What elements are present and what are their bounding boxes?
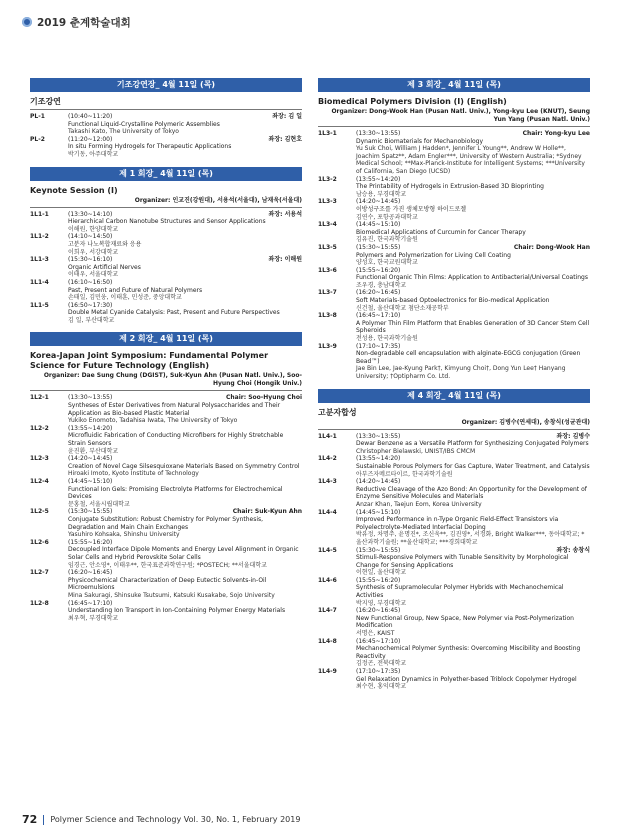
talk-code: 1L2-2 <box>30 424 49 432</box>
talk-body <box>68 455 302 478</box>
talk-title: 고분자 나노복합재료와 응용 <box>68 240 142 248</box>
talk-time-line <box>356 221 590 229</box>
talk-body <box>356 607 590 637</box>
talk-code: 1L2-4 <box>30 478 49 485</box>
session-header: 제 2 회장_ 4월 11일 (목) <box>30 332 302 346</box>
talk-entry <box>318 509 590 547</box>
talk-time-line <box>68 569 302 577</box>
talk-title: Synthesis of Supramolecular Polymer Hybrids with Mechanochemical Activities <box>356 584 564 600</box>
talk-time-line <box>356 607 590 615</box>
talk-body <box>68 113 302 136</box>
talk-code: 1L1-1 <box>30 210 49 218</box>
talk-title: The Printability of Hydrogels in Extrusion-Based 3D Bioprinting <box>356 183 544 191</box>
talk-authors: Takashi Kato, The University of Tokyo <box>68 128 179 136</box>
talk-authors: Yukiko Enomoto, Tadahisa Iwata, The University of Tokyo <box>68 417 238 425</box>
talk-title: Functional Ion Gels: Promising Electrolyte Platforms for Electrochemical Devices <box>68 485 283 501</box>
talk-time: (16:45~17:10) <box>356 312 401 320</box>
session-block <box>30 78 302 159</box>
talk-authors: Yasuhiro Kohsaka, Shinshu University <box>68 531 180 539</box>
talk-title: Stimuli-Responsive Polymers with Tunable Sensitivity by Morphological Change for Sensing Applications <box>356 554 569 569</box>
talk-authors: Hiroaki Imoto, Kyoto Institute of Technology <box>68 470 199 478</box>
talk-title: Gel Relaxation Dynamics in Polyether-based Triblock Copolymer Hydrogel <box>356 675 577 683</box>
talk-authors: 손태일, 김민웅, 이태훈, 민성준, 중앙대학교 <box>68 294 182 302</box>
talk-time: (16:10~16:50) <box>68 278 113 286</box>
talk-entry <box>318 244 590 267</box>
session-title: Biomedical Polymers Division (I) (English) <box>318 97 507 106</box>
talk-time-line <box>68 302 302 310</box>
talk-code: 1L2-8 <box>30 599 49 607</box>
talk-body <box>68 302 302 325</box>
talk-time-line <box>68 211 302 219</box>
talk-time-line <box>68 279 302 287</box>
talk-time: (10:40~11:20) <box>68 113 113 120</box>
talk-code: 1L1-3 <box>30 256 49 264</box>
talk-entry <box>318 577 590 607</box>
talk-time-line <box>68 478 302 486</box>
talk-time-line <box>68 425 302 433</box>
talk-entry <box>318 455 590 478</box>
talk-authors: 남승용, 부경대학교 <box>356 190 407 198</box>
talk-authors: Christopher Bielawski, UNIST/IBS CMCM <box>356 447 476 455</box>
talk-time-line <box>68 508 302 516</box>
talk-time-line <box>68 600 302 608</box>
talk-time-line <box>68 394 302 402</box>
section-rule <box>318 126 590 127</box>
talk-body <box>68 136 302 159</box>
talk-body <box>68 569 302 599</box>
talk-title: Microfluidic Fabrication of Conducting Microfibers for Highly Stretchable Strain Sensors <box>68 432 284 448</box>
session-organizer: Organizer: 김병수(연세대), 송창식(성균관대) <box>461 418 590 426</box>
talk-code: 1L4-4 <box>318 508 337 516</box>
talk-entry <box>30 256 302 279</box>
talk-body <box>356 312 590 342</box>
talk-authors: 이현일, 울산대학교 <box>356 569 407 577</box>
talk-time: (16:20~16:45) <box>356 607 401 615</box>
talk-title: Decoupled Interface Dipole Moments and Energy Level Alignment in Organic Solar Cells and Hybrid Perovskite Solar Cells <box>68 546 299 561</box>
talk-code: 1L3-1 <box>318 130 337 137</box>
talk-title: Organic Artificial Nerves <box>68 263 141 271</box>
talk-code: 1L3-7 <box>318 289 337 297</box>
talk-title: 이방성구조를 가진 생체모방형 하이드로젤 <box>356 205 467 213</box>
talk-time: (14:45~15:10) <box>356 221 401 229</box>
talk-time-line <box>356 267 590 275</box>
talk-authors: 서명은, KAIST <box>356 630 395 638</box>
talk-body <box>68 211 302 234</box>
talk-authors: 이희우, 서강대학교 <box>68 248 119 256</box>
talk-title: Functional Organic Thin Films: Application to Antibacterial/Universal Coatings <box>356 274 588 282</box>
talk-title: Soft Materials-based Optoelectronics for Bio-medical Application <box>356 297 550 305</box>
talk-body <box>356 289 590 312</box>
talk-authors: 이해원, 한양대학교 <box>68 225 119 233</box>
talk-code: 1L4-1 <box>318 432 337 440</box>
session-organizer: Organizer: Dong-Wook Han (Pusan Natl. Univ.), Yong-kyu Lee (KNUT), Seung Yun Yang (Pusan Natl. Univ.) <box>331 108 590 123</box>
talk-time-line <box>356 478 590 486</box>
talk-code: 1L2-1 <box>30 394 49 402</box>
footer-divider <box>43 815 44 825</box>
talk-code: 1L4-9 <box>318 668 337 675</box>
left-column <box>30 78 302 630</box>
talk-entry <box>30 539 302 569</box>
talk-authors: 최우혁, 부경대학교 <box>68 614 119 622</box>
talk-title: Hierarchical Carbon Nanotube Structures and Sensor Applications <box>68 218 266 226</box>
talk-time: (13:30~13:55) <box>68 394 113 402</box>
talk-body <box>68 394 302 424</box>
talk-entry <box>30 425 302 455</box>
talk-body <box>68 425 302 455</box>
talk-entry <box>318 130 590 176</box>
talk-authors: 아부즈자메르타이르, 한국과학기술원 <box>356 470 453 478</box>
talk-code: 1L3-8 <box>318 312 337 320</box>
talk-time-line <box>356 668 590 676</box>
talk-body <box>68 256 302 279</box>
talk-time: (13:55~14:20) <box>356 175 401 183</box>
talk-entry <box>30 302 302 325</box>
talk-title: Creation of Novel Cage Silsesquioxane Materials Based on Symmetry Control <box>68 462 300 470</box>
talk-time: (15:55~16:20) <box>356 266 401 274</box>
talk-entry <box>30 113 302 136</box>
talk-chair: 좌장: 서용석 <box>268 210 302 218</box>
talk-time: (16:50~17:30) <box>68 301 113 309</box>
talk-time-line <box>356 130 590 138</box>
journal-info: Polymer Science and Technology Vol. 30, No. 1, February 2019 <box>50 815 301 824</box>
talk-authors: Jae Bin Lee, Jae-Kyung Park†, Kimyung Choi†, Dong Yun Lee† Hanyang University; †Optipharm Co. Ltd. <box>356 365 566 380</box>
talk-time: (14:20~14:45) <box>356 198 401 206</box>
talk-body <box>356 478 590 508</box>
talk-entry <box>318 668 590 691</box>
talk-body <box>356 455 590 478</box>
talk-time: (16:20~16:45) <box>68 569 113 577</box>
talk-time: (14:45~15:10) <box>68 478 113 485</box>
talk-code: 1L1-4 <box>30 278 49 286</box>
page-number: 72 <box>22 813 38 826</box>
talk-time-line <box>68 136 302 144</box>
talk-time-line <box>356 289 590 297</box>
talk-authors: 김연수, 포항공과대학교 <box>356 213 418 221</box>
talk-time: (13:55~14:20) <box>356 455 401 463</box>
talk-code: 1L2-5 <box>30 508 49 516</box>
talk-title: Physicochemical Characterization of Deep Eutectic Solvents-in-Oil Microemulsions <box>68 576 267 592</box>
talk-entry <box>30 233 302 256</box>
talk-time: (16:20~16:45) <box>356 289 401 297</box>
talk-body <box>68 233 302 256</box>
talk-entry <box>30 478 302 508</box>
talk-time-line <box>356 509 590 517</box>
page-footer <box>22 813 300 826</box>
talk-title: Conjugate Substitution: Robust Chemistry for Polymer Synthesis, Degradation and Main Chain Exchanges <box>68 515 264 531</box>
talk-title: Sustainable Porous Polymers for Gas Capture, Water Treatment, and Catalysis <box>356 462 590 470</box>
talk-time: (13:30~14:10) <box>68 210 113 218</box>
session-organizer: Organizer: Dae Sung Chung (DGIST), Suk-Kyun Ahn (Pusan Natl. Univ.), Soo-Hyung Choi (Hongik Univ.) <box>43 372 302 388</box>
talk-time: (15:30~16:10) <box>68 256 113 264</box>
session-header: 제 3 회장_ 4월 11일 (목) <box>318 78 590 92</box>
talk-body <box>356 509 590 547</box>
talk-code: 1L4-8 <box>318 637 337 645</box>
talk-body <box>356 547 590 577</box>
session-organizer: Organizer: 인교진(강원대), 서용석(서울대), 남재욱(서울대) <box>134 196 302 204</box>
talk-time: (15:30~15:55) <box>68 508 113 516</box>
session-title: Korea-Japan Joint Symposium: Fundamental Polymer Science for Future Technology (English) <box>30 351 269 371</box>
talk-body <box>356 343 590 381</box>
talk-title: Understanding Ion Transport in Ion-Containing Polymer Energy Materials <box>68 607 286 615</box>
talk-time: (15:30~15:55) <box>356 243 401 251</box>
talk-authors: 김유진, 한국과학기술원 <box>356 236 418 244</box>
talk-time-line <box>356 176 590 184</box>
talk-time: (13:30~13:55) <box>356 130 401 137</box>
talk-title: A Polymer Thin Film Platform that Enables Generation of 3D Cancer Stem Cell Spheroids <box>356 319 590 335</box>
talk-authors: 양성호, 한국교원대학교 <box>356 259 418 267</box>
talk-entry <box>318 176 590 199</box>
talk-title: Reductive Cleavage of the Azo Bond: An Opportunity for the Development of Enzyme Sensitive Molecules and Materials <box>356 485 587 501</box>
talk-body <box>356 433 590 456</box>
talk-time-line <box>356 577 590 585</box>
talk-body <box>68 600 302 623</box>
talk-entry <box>30 136 302 159</box>
talk-title: Biomedical Applications of Curcumin for Cancer Therapy <box>356 228 526 236</box>
talk-entry <box>318 478 590 508</box>
talk-time: (15:30~15:55) <box>356 546 401 554</box>
session-header: 제 1 회장_ 4월 11일 (목) <box>30 167 302 181</box>
section-rule <box>30 207 302 208</box>
talk-time-line <box>68 256 302 264</box>
talk-entry <box>318 289 590 312</box>
talk-authors: 전성용, 한국과학기술원 <box>356 335 418 343</box>
talk-code: 1L4-3 <box>318 478 337 486</box>
talk-time-line <box>356 198 590 206</box>
talk-authors: 박유정, 차명주, 윤명진*, 조신욱**, 김진영*, 서정화, Bright Walker***, 동아대학교; *울산과학기술원; **울산대학교; ***경희대학교 <box>356 531 585 546</box>
talk-body <box>356 130 590 176</box>
talk-code: 1L1-2 <box>30 233 49 241</box>
talk-authors: 윤진환, 부산대학교 <box>68 447 119 455</box>
talk-code: 1L4-2 <box>318 455 337 463</box>
talk-title: In situ Forming Hydrogels for Therapeutic Applications <box>68 143 232 151</box>
talk-entry <box>318 547 590 577</box>
talk-chair: 좌장: 송창식 <box>556 546 590 554</box>
talk-authors: 박지영, 부경대학교 <box>356 599 407 607</box>
talk-code: 1L4-5 <box>318 546 337 554</box>
talk-authors: 조우경, 충남대학교 <box>356 281 407 289</box>
talk-entry <box>30 600 302 623</box>
talk-entry <box>30 569 302 599</box>
talk-title: Double Metal Cyanide Catalysis: Past, Present and Future Perspectives <box>68 309 280 317</box>
talk-code: 1L3-3 <box>318 198 337 206</box>
talk-code: 1L3-9 <box>318 342 337 350</box>
talk-time: (13:55~14:20) <box>68 424 113 432</box>
talk-time-line <box>356 312 590 320</box>
talk-body <box>68 508 302 538</box>
talk-time-line <box>356 343 590 351</box>
session-header: 기조강연장_ 4월 11일 (목) <box>30 78 302 92</box>
talk-time: (14:20~14:45) <box>356 478 401 486</box>
talk-authors: 이태우, 서울대학교 <box>68 271 119 279</box>
right-column <box>318 78 590 699</box>
talk-entry <box>318 638 590 668</box>
talk-entry <box>30 279 302 302</box>
talk-chair: Chair: Yong-kyu Lee <box>522 130 590 137</box>
talk-time: (14:20~14:45) <box>68 455 113 463</box>
session-block <box>318 389 590 691</box>
session-block <box>30 167 302 325</box>
talk-authors: Anzar Khan, Taejun Eom, Korea University <box>356 500 482 508</box>
talk-authors: 신건철, 울산대학교 첨단소재공학부 <box>356 304 449 312</box>
talk-chair: 좌장: 이해원 <box>268 256 302 264</box>
talk-entry <box>30 455 302 478</box>
talk-body <box>356 638 590 668</box>
talk-chair: 좌장: 김병수 <box>556 432 590 440</box>
section-rule <box>30 109 302 110</box>
talk-authors: 박기동, 아주대학교 <box>68 150 119 158</box>
talk-time-line <box>68 539 302 547</box>
talk-entry <box>318 267 590 290</box>
talk-code: 1L3-6 <box>318 266 337 274</box>
talk-entry <box>318 607 590 637</box>
talk-body <box>356 668 590 691</box>
talk-time: (13:30~13:55) <box>356 432 401 440</box>
talk-code: 1L1-5 <box>30 301 49 309</box>
talk-title: Non-degradable cell encapsulation with alginate-EGCG conjugation (Green Bead™) <box>356 350 581 365</box>
talk-entry <box>318 433 590 456</box>
session-header: 제 4 회장_ 4월 11일 (목) <box>318 389 590 403</box>
talk-time: (17:10~17:35) <box>356 342 401 350</box>
page-header <box>22 14 131 30</box>
talk-entry <box>30 211 302 234</box>
section-rule <box>318 429 590 430</box>
talk-title: Syntheses of Ester Derivatives from Natural Polysaccharides and Their Application as Bio-based Plastic Material <box>68 402 281 417</box>
talk-time-line <box>68 113 302 121</box>
talk-entry <box>318 221 590 244</box>
session-block <box>30 332 302 622</box>
talk-authors: Yu Suk Choi, William J Hadden*, Jennifer L Young**, Andrew W Holle**, Joachim Spatz**, Adam Engler***, University of Western Australia; *Sydney Medical School; **Max-Planck-Institute for Intelligent Systems; ***University of California, San Diego (UCSD) <box>356 145 585 175</box>
talk-code: 1L2-7 <box>30 569 49 577</box>
talk-title: New Functional Group, New Space, New Polymer via Post-Polymerization Modification <box>356 614 574 630</box>
talk-chair: 좌장: 김 일 <box>272 113 302 120</box>
talk-time: (14:10~14:50) <box>68 233 113 241</box>
talk-time-line <box>356 638 590 646</box>
talk-body <box>68 279 302 302</box>
talk-body <box>356 244 590 267</box>
talk-time-line <box>356 244 590 252</box>
talk-authors: Mina Sakuragi, Shinsuke Tsutsumi, Katsuki Kusakabe, Sojo University <box>68 591 275 599</box>
talk-title: Past, Present and Future of Natural Polymers <box>68 286 203 294</box>
talk-body <box>68 539 302 569</box>
talk-chair: Chair: Dong-Wook Han <box>513 243 590 251</box>
talk-time-line <box>356 455 590 463</box>
talk-body <box>356 198 590 221</box>
talk-time: (16:45~17:10) <box>356 637 401 645</box>
talk-authors: 문홍철, 서울시립대학교 <box>68 500 130 508</box>
talk-chair: Chair: Soo-Hyung Choi <box>226 394 302 402</box>
talk-time: (17:10~17:35) <box>356 668 401 675</box>
talk-chair: 좌장: 김현호 <box>268 135 302 143</box>
session-title: 기조강연 <box>30 97 61 106</box>
talk-code: PL-2 <box>30 135 45 143</box>
talk-time: (16:45~17:10) <box>68 599 113 607</box>
talk-entry <box>318 312 590 342</box>
talk-code: 1L4-6 <box>318 576 337 584</box>
talk-entry <box>30 508 302 538</box>
session-title: Keynote Session (I) <box>30 185 118 195</box>
talk-code: PL-1 <box>30 113 45 120</box>
talk-time: (11:20~12:00) <box>68 135 113 143</box>
talk-authors: 김정곤, 전북대학교 <box>356 660 407 668</box>
talk-entry <box>30 394 302 424</box>
talk-time: (15:55~16:20) <box>68 538 113 546</box>
talk-title: Dewar Benzene as a Versatile Platform for Synthesizing Conjugated Polymers <box>356 440 589 448</box>
conference-title: 2019 춘계학술대회 <box>37 16 131 29</box>
talk-time-line <box>356 547 590 555</box>
section-rule <box>30 390 302 391</box>
talk-authors: 최수현, 홍익대학교 <box>356 683 407 691</box>
talk-entry <box>318 198 590 221</box>
talk-body <box>356 221 590 244</box>
talk-body <box>356 176 590 199</box>
session-title: 고분자합성 <box>318 407 357 417</box>
talk-body <box>68 478 302 508</box>
talk-code: 1L3-5 <box>318 243 337 251</box>
talk-title: Mechanochemical Polymer Synthesis: Overcoming Miscibility and Boosting Reactivity <box>356 645 581 660</box>
talk-code: 1L3-4 <box>318 221 337 229</box>
talk-authors: 김 일, 부산대학교 <box>68 316 115 324</box>
bullet-icon <box>22 17 32 27</box>
talk-time-line <box>356 433 590 441</box>
talk-chair: Chair: Suk-Kyun Ahn <box>232 508 302 516</box>
talk-title: Polymers and Polymerization for Living Cell Coating <box>356 251 511 259</box>
talk-entry <box>318 343 590 381</box>
talk-time: (14:45~15:10) <box>356 508 401 516</box>
talk-code: 1L3-2 <box>318 175 337 183</box>
talk-title: Functional Liquid-Crystalline Polymeric Assemblies <box>68 120 220 128</box>
talk-title: Dynamic Biomaterials for Mechanobiology <box>356 137 484 145</box>
talk-body <box>356 577 590 607</box>
talk-title: Improved Performance in n-Type Organic Field-Effect Transistors via Polyelectrolyte-Mediated Interfacial Doping <box>356 516 559 531</box>
session-block <box>318 78 590 381</box>
talk-code: 1L2-3 <box>30 455 49 463</box>
talk-code: 1L4-7 <box>318 607 337 615</box>
talk-time-line <box>68 455 302 463</box>
talk-code: 1L2-6 <box>30 538 49 546</box>
talk-authors: 임경근, 안소영*, 이태우**, 한국표준과학연구원; *POSTECH; **서울대학교 <box>68 561 267 569</box>
talk-body <box>356 267 590 290</box>
talk-time-line <box>68 233 302 241</box>
talk-time: (15:55~16:20) <box>356 576 401 584</box>
